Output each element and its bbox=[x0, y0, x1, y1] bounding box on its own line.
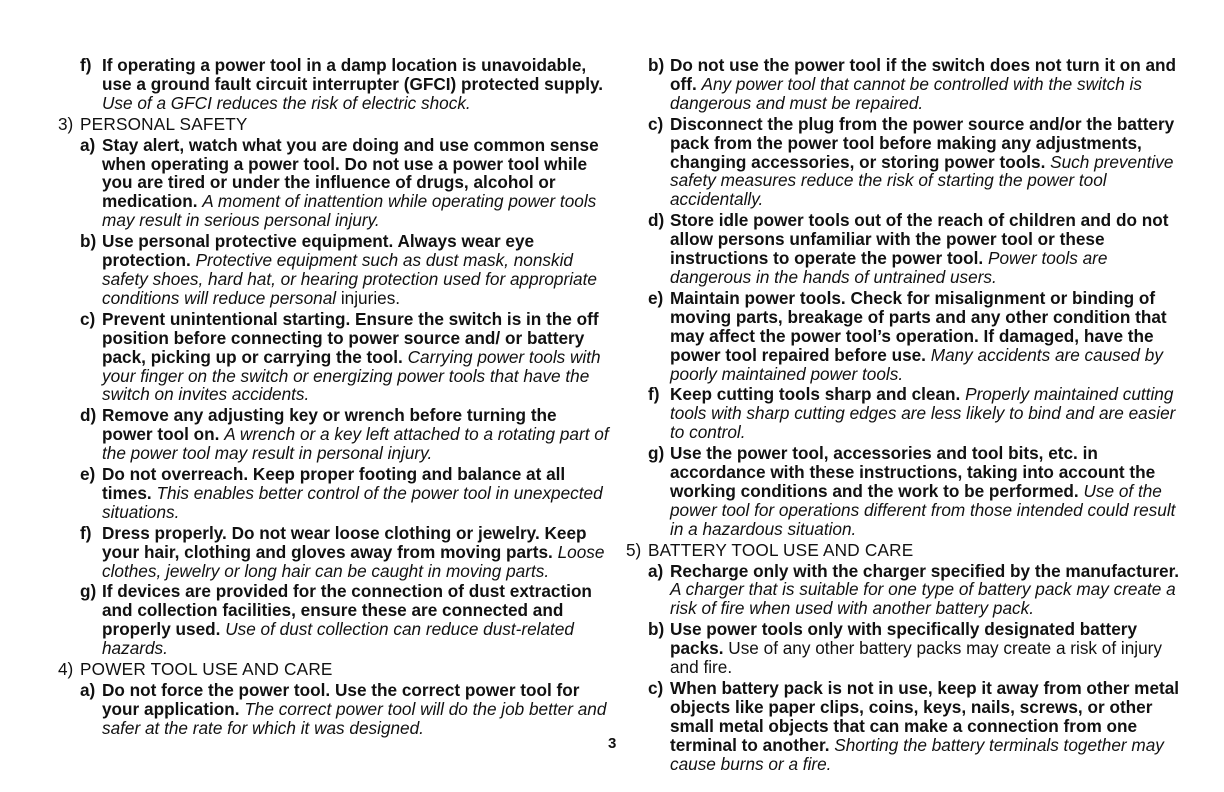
item-label: c) bbox=[648, 678, 664, 698]
item-text: Dress properly. Do not wear loose clothing or jewelry. Keep your hair, clothing and gloves away from moving parts. Loose clothes, jewelry or long hair can be caught in moving parts. bbox=[102, 522, 605, 581]
item-label: e) bbox=[80, 464, 96, 485]
section-number: 3) bbox=[58, 113, 74, 134]
section-title: POWER TOOL USE AND CARE bbox=[80, 659, 333, 680]
section-heading-power-tool-use bbox=[58, 660, 610, 679]
rule-protective-equipment bbox=[80, 232, 610, 308]
section-heading-personal-safety bbox=[58, 115, 610, 134]
item-label: b) bbox=[648, 55, 665, 75]
item-label: g) bbox=[648, 443, 665, 464]
item-text: When battery pack is not in use, keep it away from other metal objects like paper clips, coins, keys, nails, screws, or other small metal objects that can make a connection from one terminal to another. Shorting the battery terminals together may cause burns or a fire. bbox=[670, 678, 1180, 774]
item-text: Do not use the power tool if the switch does not turn it on and off. Any power tool that cannot be controlled with the switch is dangerous and must be repaired. bbox=[670, 55, 1177, 113]
item-text: Recharge only with the charger specified by the manufacturer. A charger that is suitable for one type of battery pack may create a risk of fire when used with another battery pack. bbox=[670, 560, 1180, 619]
item-text: Use the power tool, accessories and tool bits, etc. in accordance with these instructions, taking into account the working conditions and the work to be performed. Use of the power tool for operations different from those intended could result in a hazardous situation. bbox=[670, 443, 1176, 539]
item-text: Remove any adjusting key or wrench before turning the power tool on. A wrench or a key left attached to a rotating part of the power tool may result in personal injury. bbox=[102, 405, 609, 464]
rule-battery-terminals bbox=[648, 679, 1186, 774]
item-label: f) bbox=[648, 384, 660, 405]
item-label: c) bbox=[648, 113, 664, 134]
rule-dust-extraction bbox=[80, 582, 610, 658]
item-text: Do not overreach. Keep proper footing and balance at all times. This enables better control of the power tool in unexpected situations. bbox=[102, 464, 603, 522]
item-label: c) bbox=[80, 308, 96, 329]
item-label: b) bbox=[80, 231, 97, 252]
item-label: e) bbox=[648, 287, 664, 308]
rule-dress-properly bbox=[80, 524, 610, 581]
item-text: If devices are provided for the connection of dust extraction and collection facilities, ensure these are connected and properly used. Use of dust collection can reduce dust-related hazards. bbox=[102, 581, 592, 659]
left-column bbox=[58, 56, 610, 740]
item-text: Store idle power tools out of the reach of children and do not allow persons unfamiliar with the power tool or these instructions to operate the power tool. Power tools are dangerous in the hands of untrained users. bbox=[670, 210, 1169, 287]
item-text: Use personal protective equipment. Always wear eye protection. Protective equipment such as dust mask, nonskid safety shoes, hard hat, or hearing protection used for appropriate conditions will reduce personal injuries. bbox=[102, 231, 597, 308]
item-text: Do not force the power tool. Use the correct power tool for your application. The correct power tool will do the job better and safer at the rate for which it was designed. bbox=[102, 680, 607, 738]
item-label: g) bbox=[80, 581, 97, 602]
section-title: BATTERY TOOL USE AND CARE bbox=[648, 539, 914, 560]
item-text: Stay alert, watch what you are doing and use common sense when operating a power tool. Do not use a power tool while you are tired or under the influence of drugs, alcohol or medication. A moment of inattention while operating power tools may result in serious personal injury. bbox=[102, 134, 599, 231]
rule-unintentional-starting bbox=[80, 310, 610, 405]
item-text: Prevent unintentional starting. Ensure the switch is in the off position before connecting to power source and/ or battery pack, picking up or carrying the tool. Carrying power tools with your finger on the switch or energizing power tools that have the switch on invites accidents. bbox=[102, 308, 601, 405]
item-label: a) bbox=[80, 134, 96, 155]
item-label: a) bbox=[80, 680, 96, 700]
rule-charger bbox=[648, 562, 1186, 619]
rule-do-not-force bbox=[80, 681, 610, 738]
rule-sharp-tools bbox=[648, 385, 1186, 442]
rule-gfci bbox=[80, 56, 610, 113]
rule-maintain bbox=[648, 289, 1186, 384]
rule-switch bbox=[648, 56, 1186, 113]
section-number: 4) bbox=[58, 659, 74, 680]
rule-stay-alert bbox=[80, 136, 610, 231]
item-text: Disconnect the plug from the power source and/or the battery pack from the power tool before making any adjustments, changing accessories, or storing power tools. Such preventive safety measures reduce the risk of starting the power tool accidentally. bbox=[670, 113, 1175, 210]
item-label: f) bbox=[80, 522, 92, 543]
rule-use-accordance bbox=[648, 444, 1186, 539]
item-text: Keep cutting tools sharp and clean. Properly maintained cutting tools with sharp cutting edges are less likely to bind and are easier to control. bbox=[670, 384, 1176, 443]
section-title: PERSONAL SAFETY bbox=[80, 113, 248, 134]
section-number: 5) bbox=[626, 539, 642, 560]
item-label: d) bbox=[80, 405, 97, 426]
item-label: d) bbox=[648, 210, 665, 231]
item-label: f) bbox=[80, 55, 92, 75]
item-text: Use power tools only with specifically designated battery packs. Use of any other battery packs may create a risk of injury and fire. bbox=[670, 619, 1162, 678]
rule-overreach bbox=[80, 465, 610, 522]
section-heading-battery-tool bbox=[626, 541, 1186, 560]
rule-designated-packs bbox=[648, 620, 1186, 677]
page-number: 3 bbox=[608, 735, 617, 752]
right-column bbox=[626, 56, 1186, 776]
item-label: b) bbox=[648, 619, 665, 640]
rule-disconnect-plug bbox=[648, 115, 1186, 210]
item-text: If operating a power tool in a damp location is unavoidable, use a ground fault circuit interrupter (GFCI) protected supply. Use of a GFCI reduces the risk of electric shock. bbox=[102, 55, 604, 113]
item-label: a) bbox=[648, 560, 664, 581]
item-text: Maintain power tools. Check for misalignment or binding of moving parts, breakage of parts and any other condition that may affect the power tool’s operation. If damaged, have the power tool repaired before use. Many accidents are caused by poorly maintained power tools. bbox=[670, 287, 1167, 384]
rule-adjusting-key bbox=[80, 406, 610, 463]
rule-store-idle bbox=[648, 211, 1186, 287]
